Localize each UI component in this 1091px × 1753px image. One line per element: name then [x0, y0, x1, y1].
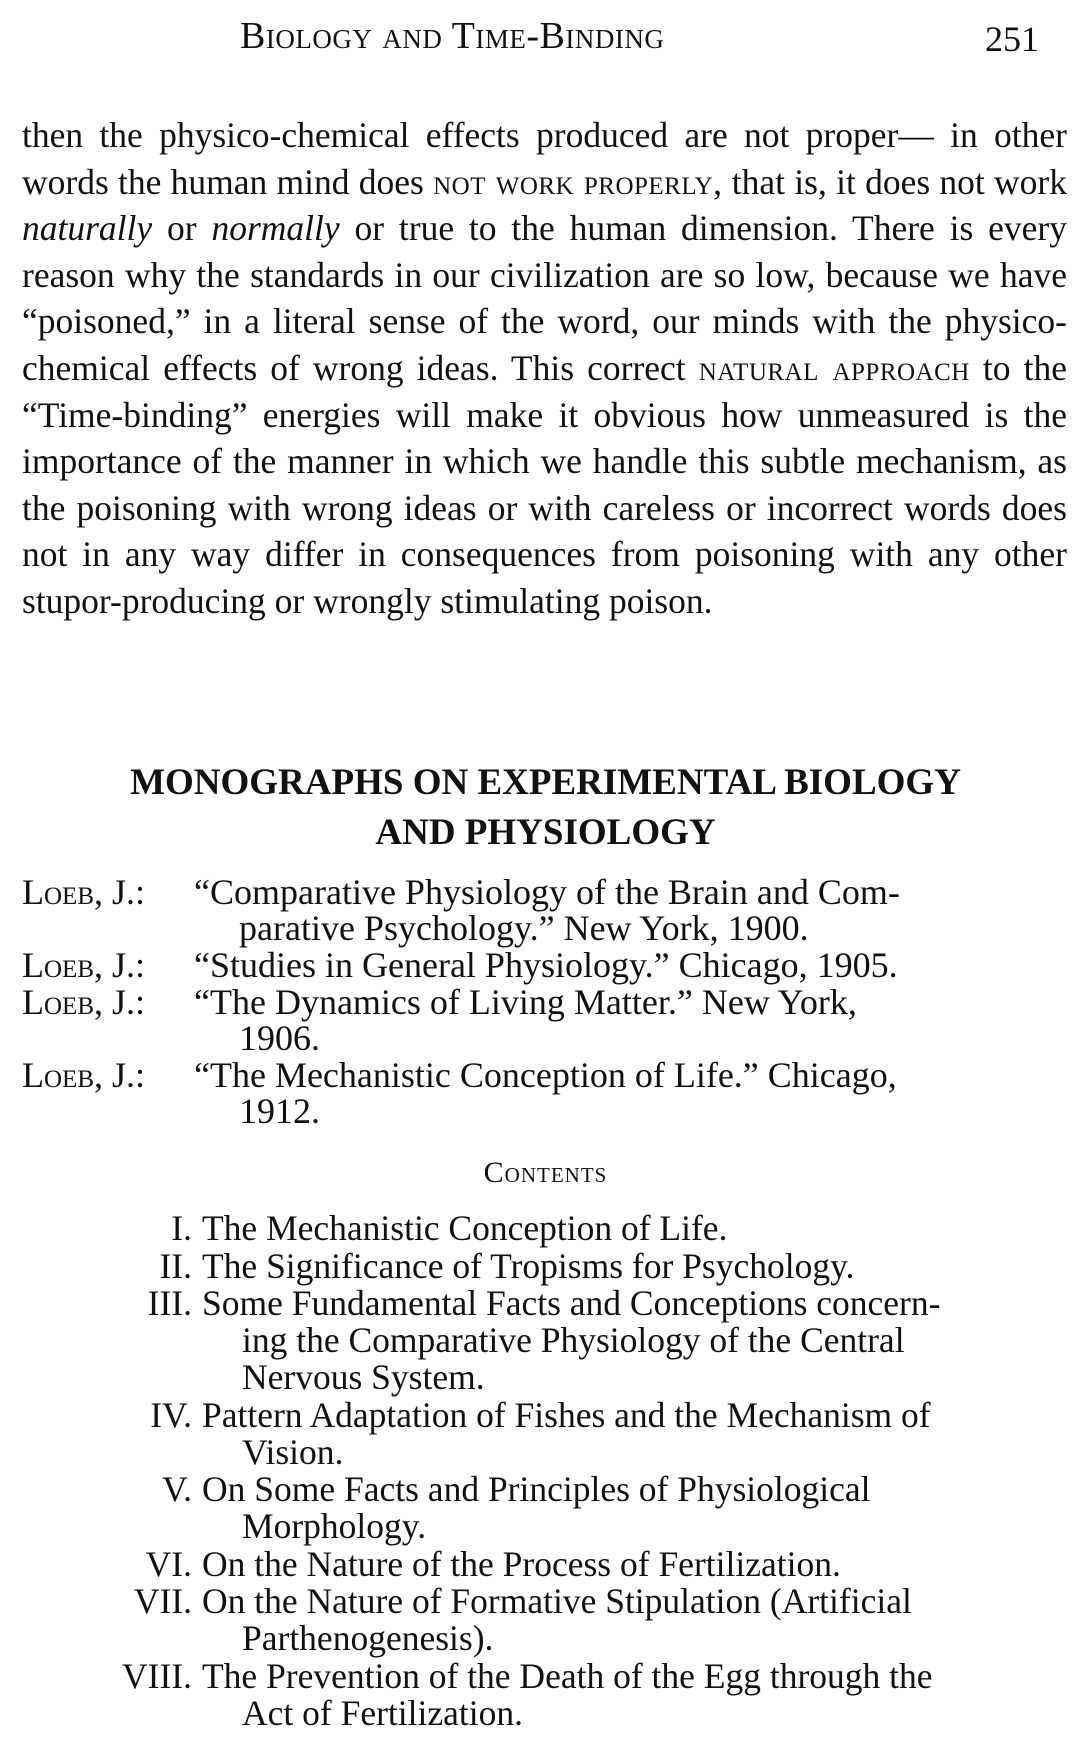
contents-text [202, 1583, 1067, 1657]
bib-citation [194, 947, 1067, 983]
body-text: then the physico-chemical effects produced are not proper— in other words the human mind does [22, 115, 1067, 202]
bib-citation [194, 874, 1067, 946]
bibliography-entry [22, 947, 1067, 983]
contents-line: Act of Fertilization. [242, 1692, 523, 1733]
contents-text [202, 1655, 1067, 1733]
contents-line: On the Nature of Formative Stipulation (Artificial [202, 1581, 912, 1621]
bib-citation [194, 1057, 1067, 1129]
contents-text [202, 1394, 1067, 1472]
contents-number: VI. [145, 1543, 192, 1584]
bib-line: 1912. [239, 1091, 320, 1131]
contents-line: Nervous System. [242, 1357, 485, 1397]
contents-item [100, 1245, 1067, 1286]
contents-line: The Significance of Tropisms for Psychology. [202, 1245, 855, 1286]
contents-text [202, 1471, 1067, 1545]
bib-line: “The Mechanistic Conception of Life.” Chicago, [194, 1055, 897, 1095]
contents-text [202, 1285, 1067, 1396]
contents-line: Parthenogenesis). [242, 1618, 494, 1658]
section-title-line: AND PHYSIOLOGY [375, 812, 716, 853]
contents-line: Some Fundamental Facts and Conceptions concern- [202, 1283, 941, 1323]
bib-line: “Studies in General Physiology.” Chicago, 1905. [194, 945, 898, 985]
contents-line: The Prevention of the Death of the Egg through the [202, 1655, 933, 1696]
italic-text: normally [211, 208, 340, 249]
contents-item [100, 1583, 1067, 1657]
contents-list [100, 1210, 1067, 1732]
contents-line: Morphology. [242, 1506, 427, 1546]
body-paragraph [22, 112, 1067, 625]
bib-line: parative Psychology.” New York, 1900. [239, 908, 809, 948]
body-text: or [152, 208, 212, 249]
contents-line: Pattern Adaptation of Fishes and the Mechanism of [202, 1394, 931, 1435]
contents-number: III. [147, 1283, 192, 1323]
contents-number: II. [159, 1245, 192, 1286]
contents-item [100, 1543, 1067, 1584]
section-title-line: MONOGRAPHS ON EXPERIMENTAL BIOLOGY [130, 762, 961, 803]
bib-citation [194, 984, 1067, 1056]
contents-text [202, 1245, 1067, 1286]
bib-author: Loeb, J.: [22, 945, 146, 985]
body-text: to the “Time-binding” energies will make it obvious how unmeasured is the importance of the manner in which we handle this subtle mechanism, as the poisoning with wrong ideas or with careless or incorrect words does not in any way differ in consequences from poisoning with any other stupor-producing or wrongly stimulating poison. [22, 347, 1067, 621]
contents-number: VIII. [122, 1655, 192, 1696]
section-title [0, 758, 1091, 858]
bib-author: Loeb, J.: [22, 982, 146, 1022]
contents-line: ing the Comparative Physiology of the Central [242, 1320, 905, 1360]
contents-text [202, 1210, 1067, 1247]
bibliography-list [22, 874, 1067, 1130]
italic-text: naturally [22, 208, 153, 249]
running-title: Biology and Time-Binding [240, 15, 665, 57]
page-number: 251 [985, 19, 1039, 59]
body-text: that is, it does not work [722, 161, 1067, 202]
contents-line: On Some Facts and Principles of Physiological [202, 1469, 871, 1509]
bib-line: “The Dynamics of Living Matter.” New York, [194, 982, 857, 1022]
bib-author: Loeb, J.: [22, 872, 146, 912]
contents-text [202, 1543, 1067, 1584]
contents-heading: Contents [483, 1156, 608, 1189]
bib-line: “Comparative Physiology of the Brain and Com- [194, 872, 900, 912]
contents-line: Vision. [242, 1431, 344, 1472]
body-text: or true to the human dimension. There is every reason why the standards in our civilization are so low, because we have “poisoned,” in a literal sense of the word, our minds with the physico-chemical effects of wrong ideas. This correct [22, 208, 1067, 388]
bibliography-entry [22, 1057, 1067, 1129]
contents-number: I. [171, 1208, 192, 1248]
contents-number: VII. [133, 1581, 192, 1621]
contents-item [100, 1471, 1067, 1545]
bibliography-entry [22, 874, 1067, 946]
running-head [0, 14, 1091, 66]
contents-line: On the Nature of the Process of Fertilization. [202, 1543, 841, 1584]
contents-item [100, 1210, 1067, 1247]
bib-author: Loeb, J.: [22, 1055, 146, 1095]
contents-line: The Mechanistic Conception of Life. [202, 1208, 728, 1248]
contents-item [100, 1285, 1067, 1396]
bib-line: 1906. [239, 1018, 320, 1058]
contents-number: IV. [150, 1394, 192, 1435]
contents-item [100, 1394, 1067, 1472]
small-caps-text: natural approach [698, 347, 970, 388]
small-caps-text: not work properly, [433, 161, 723, 202]
contents-number: V. [162, 1469, 192, 1509]
contents-item [100, 1655, 1067, 1733]
bibliography-entry [22, 984, 1067, 1056]
